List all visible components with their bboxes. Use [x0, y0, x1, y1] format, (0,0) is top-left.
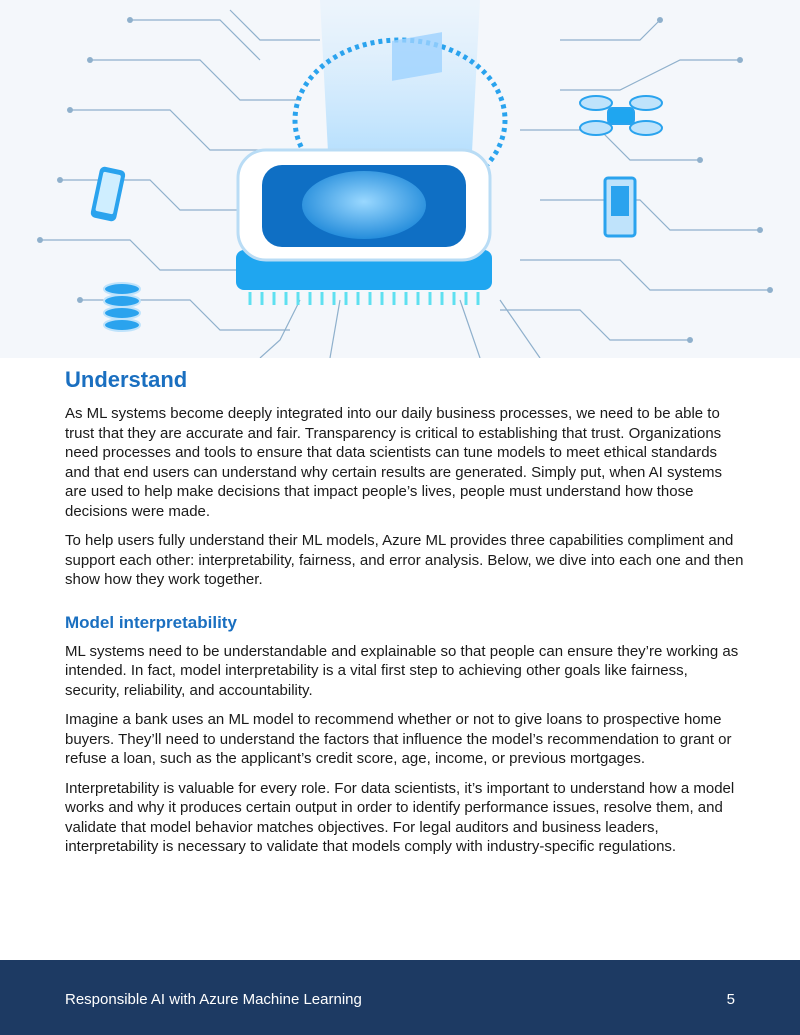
tablet-icon — [605, 178, 635, 236]
page-content — [65, 366, 745, 867]
subsection-paragraph-1: ML systems need to be understandable and explainable so that people can ensure they’re working as intended. In fact, model interpretability is a vital first step to achieving other goals like fairness, security, reliability, and accountability. — [65, 642, 739, 699]
hero-illustration — [0, 0, 800, 358]
section-paragraph-1: As ML systems become deeply integrated into our daily business processes, we need to be able to trust that they are accurate and fair. Transparency is critical to establishing that trust. Organizations need processes and tools to ensure that data scientists can tune models to meet ethical standards and that end users can understand why certain results are generated. Simply put, when AI systems are used to help make decisions that impact people’s lives, people must understand how those decisions were made. — [65, 405, 723, 520]
drone-icon — [580, 96, 662, 135]
section-paragraph-2: To help users fully understand their ML models, Azure ML provides three capabilities compliment and support each other: interpretability, fairness, and error analysis. Below, we dive into each one and then show how they work together. — [65, 532, 744, 588]
smartphone-icon — [90, 166, 126, 222]
footer-title: Responsible AI with Azure Machine Learning — [65, 991, 362, 1008]
subsection-paragraph-3: Interpretability is valuable for every role. For data scientists, it’s important to understand how a model works and why it produces certain output in order to identify performance issues, resolve them, and validate that model behavior matches objectives. For legal auditors and business leaders, interpretability is necessary to validate that models comply with industry-specific regulations. — [65, 779, 735, 855]
page-footer — [0, 960, 800, 1035]
circuit-illustration — [0, 0, 800, 358]
subsection-heading: Model interpretability — [65, 612, 237, 632]
database-icon — [104, 283, 140, 331]
page-number: 5 — [726, 991, 735, 1008]
microchip-icon — [236, 0, 505, 305]
subsection-paragraph-2: Imagine a bank uses an ML model to recommend whether or not to give loans to prospective home buyers. They’ll need to understand the factors that influence the model’s recommendation to grant or refuse a loan, such as the applicant’s credit score, age, income, or previous mortgages. — [65, 711, 732, 767]
section-heading: Understand — [65, 367, 188, 392]
